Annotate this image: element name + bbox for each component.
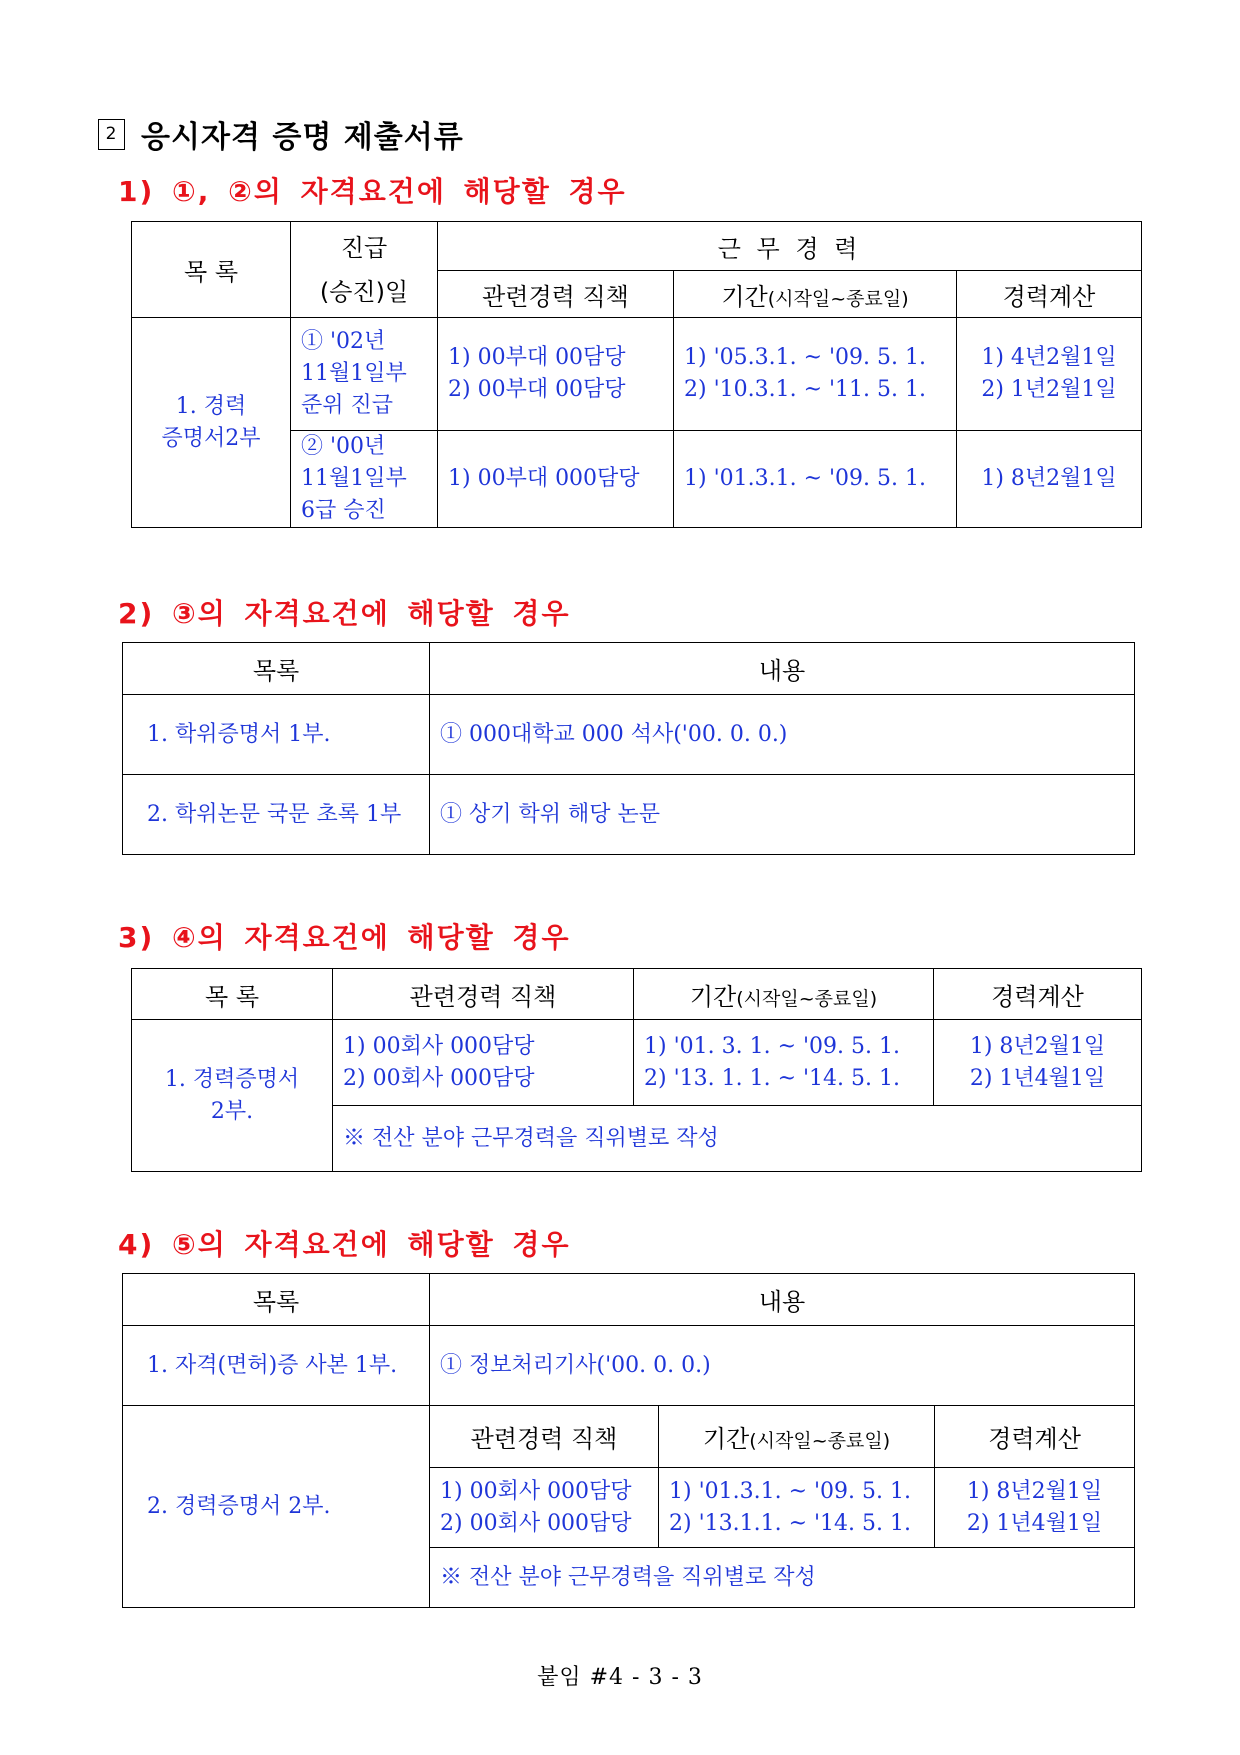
header-career: 근 무 경 력 <box>438 222 1142 271</box>
header-content: 내용 <box>430 643 1135 695</box>
period-cell: 1) '01. 3. 1. ~ '09. 5. 1. 2) '13. 1. 1. ~ '14. 5. 1. <box>634 1020 934 1106</box>
calc-cell: 1) 4년2월1일 2) 1년2월1일 <box>957 318 1142 431</box>
header-period: 기간(시작일~종료일) <box>634 969 934 1020</box>
period-cell: 1) '01.3.1. ~ '09. 5. 1. 2) '13.1.1. ~ '14. 5. 1. <box>659 1468 935 1548</box>
list-item: 2. 경력증명서 2부. <box>123 1406 430 1608</box>
header-calc: 경력계산 <box>935 1406 1135 1468</box>
note-cell: ※ 전산 분야 근무경력을 직위별로 작성 <box>430 1548 1135 1608</box>
header-period: 기간(시작일~종료일) <box>674 271 957 318</box>
document-heading <box>98 112 464 156</box>
header-role: 관련경력 직책 <box>438 271 674 318</box>
list-item: 1. 경력 증명서2부 <box>132 318 291 528</box>
section3-table <box>131 968 1142 1172</box>
section3-title: 3) ④의 자격요건에 해당할 경우 <box>118 921 571 954</box>
section2-title: 2) ③의 자격요건에 해당할 경우 <box>118 597 571 630</box>
list-item: 1. 자격(면허)증 사본 1부. <box>123 1326 430 1406</box>
header-list: 목록 <box>123 643 430 695</box>
list-item: 2. 학위논문 국문 초록 1부 <box>123 775 430 855</box>
numbered-box-icon: 2 <box>98 119 125 150</box>
section1-table <box>131 221 1142 528</box>
calc-cell: 1) 8년2월1일 2) 1년4월1일 <box>934 1020 1142 1106</box>
heading-title: 응시자격 증명 제출서류 <box>141 120 464 155</box>
promotion-date-cell: ① '02년 11월1일부 준위 진급 <box>291 318 438 431</box>
header-calc: 경력계산 <box>957 271 1142 318</box>
period-cell: 1) '05.3.1. ~ '09. 5. 1. 2) '10.3.1. ~ '11. 5. 1. <box>674 318 957 431</box>
section4-table <box>122 1273 1135 1608</box>
content-cell: ① 상기 학위 해당 논문 <box>430 775 1135 855</box>
calc-cell: 1) 8년2월1일 <box>957 431 1142 528</box>
content-cell: ① 정보처리기사('00. 0. 0.) <box>430 1326 1135 1406</box>
section2-table <box>122 642 1135 855</box>
header-list: 목 록 <box>132 222 291 318</box>
header-list: 목 록 <box>132 969 333 1020</box>
header-calc: 경력계산 <box>934 969 1142 1020</box>
role-cell: 1) 00회사 000담당 2) 00회사 000담당 <box>430 1468 659 1548</box>
list-item: 1. 학위증명서 1부. <box>123 695 430 775</box>
page-footer: 붙임 #4 - 3 - 3 <box>537 1665 703 1690</box>
role-cell: 1) 00부대 00담당 2) 00부대 00담당 <box>438 318 674 431</box>
header-promotion-date: 진급 (승진)일 <box>291 222 438 318</box>
header-role: 관련경력 직책 <box>430 1406 659 1468</box>
header-period: 기간(시작일~종료일) <box>659 1406 935 1468</box>
list-item: 1. 경력증명서 2부. <box>132 1020 333 1172</box>
calc-cell: 1) 8년2월1일 2) 1년4월1일 <box>935 1468 1135 1548</box>
note-cell: ※ 전산 분야 근무경력을 직위별로 작성 <box>333 1106 1142 1172</box>
header-content: 내용 <box>430 1274 1135 1326</box>
role-cell: 1) 00부대 000담당 <box>438 431 674 528</box>
section4-title: 4) ⑤의 자격요건에 해당할 경우 <box>118 1228 571 1261</box>
content-cell: ① 000대학교 000 석사('00. 0. 0.) <box>430 695 1135 775</box>
period-cell: 1) '01.3.1. ~ '09. 5. 1. <box>674 431 957 528</box>
promotion-date-cell: ② '00년 11월1일부 6급 승진 <box>291 431 438 528</box>
role-cell: 1) 00회사 000담당 2) 00회사 000담당 <box>333 1020 634 1106</box>
header-list: 목록 <box>123 1274 430 1326</box>
section1-title: 1) ①, ②의 자격요건에 해당할 경우 <box>118 175 627 208</box>
header-role: 관련경력 직책 <box>333 969 634 1020</box>
